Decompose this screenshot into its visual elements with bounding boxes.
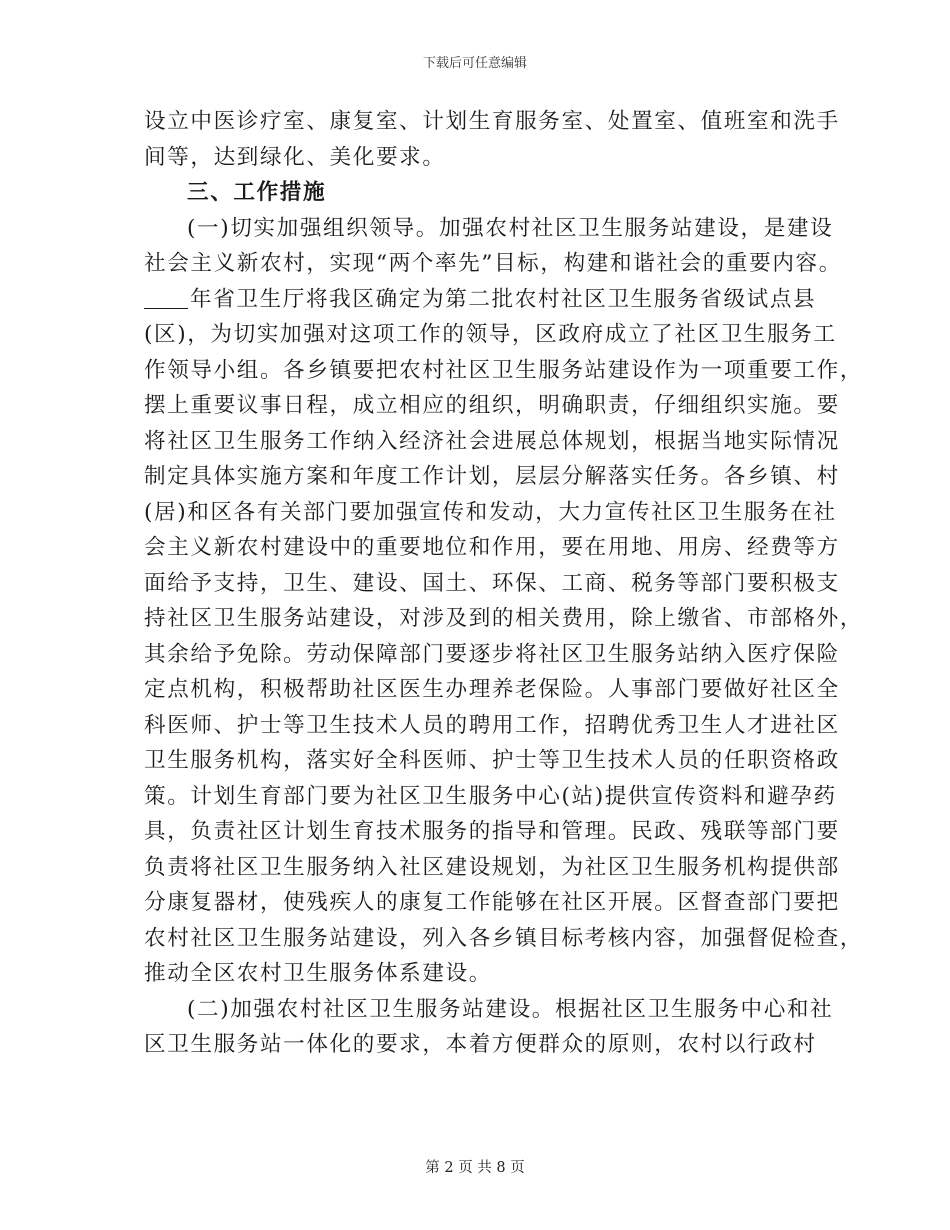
paragraph-line: (居)和区各有关部门要加强宣传和发动，大力宣传社区卫生服务在社 (144, 499, 837, 525)
paragraph-line: 农村社区卫生服务站建设，列入各乡镇目标考核内容，加强督促检查， (144, 925, 864, 951)
section-heading: 三、工作措施 (187, 180, 327, 205)
page-footer: 第 2 页 共 8 页 (425, 1160, 525, 1176)
paragraph-line: 其余给予免除。劳动保障部门要逐步将社区卫生服务站纳入医疗保险 (144, 641, 840, 667)
paragraph-line: 具，负责社区计划生育技术服务的指导和管理。民政、残联等部门要 (144, 819, 840, 844)
paragraph-line: 卫生服务机构，落实好全科医师、护士等卫生技术人员的任职资格政 (144, 748, 840, 773)
paragraph-line: 社会主义新农村，实现“两个率先”目标，构建和谐社会的重要内容。 (144, 251, 842, 276)
paragraph-line: (二)加强农村社区卫生服务站建设。根据社区卫生服务中心和社 (187, 996, 834, 1022)
paragraph-line: 制定具体实施方案和年度工作计划，层层分解落实任务。各乡镇、村 (144, 464, 840, 489)
paragraph-line: 作领导小组。各乡镇要把农村社区卫生服务站建设作为一项重要工作， (144, 357, 864, 383)
paragraph-line: 将社区卫生服务工作纳入经济社会进展总体规划，根据当地实际情况 (144, 428, 840, 454)
paragraph-line: 科医师、护士等卫生技术人员的聘用工作，招聘优秀卫生人才进社区 (144, 712, 840, 738)
paragraph-line: (区)，为切实加强对这项工作的领导，区政府成立了社区卫生服务工 (144, 322, 837, 347)
page-header: 下载后可任意编辑 (422, 56, 527, 71)
fill-in-blank (144, 286, 188, 309)
paragraph-line: 摆上重要议事日程，成立相应的组织，明确职责，仔细组织实施。要 (144, 393, 840, 418)
paragraph-line: 间等，达到绿化、美化要求。 (144, 144, 446, 170)
paragraph-line: 策。计划生育部门要为社区卫生服务中心(站)提供宣传资料和避孕药 (144, 783, 837, 809)
paragraph-line: 持社区卫生服务站建设，对涉及到的相关费用，除上缴省、市部格外， (144, 606, 864, 631)
paragraph-line: (一)切实加强组织领导。加强农村社区卫生服务站建设，是建设 (187, 215, 834, 241)
paragraph-line: 面给予支持，卫生、建设、国土、环保、工商、税务等部门要积极支 (144, 570, 840, 596)
paragraph-line: 设立中医诊疗室、康复室、计划生育服务室、处置室、值班室和洗手 (144, 109, 840, 134)
paragraph-line: 会主义新农村建设中的重要地位和作用，要在用地、用房、经费等方 (144, 535, 840, 560)
paragraph-line-text: 年省卫生厅将我区确定为第二批农村社区卫生服务省级试点县 (190, 286, 817, 312)
paragraph-line (144, 282, 817, 318)
paragraph-line: 定点机构，积极帮助社区医生办理养老保险。人事部门要做好社区全 (144, 677, 840, 702)
paragraph-line: 负责将社区卫生服务纳入社区建设规划，为社区卫生服务机构提供部 (144, 854, 840, 880)
document-body (144, 104, 864, 1063)
paragraph-line: 分康复器材，使残疾人的康复工作能够在社区开展。区督查部门要把 (144, 890, 840, 915)
paragraph-line: 区卫生服务站一体化的要求，本着方便群众的原则，农村以行政村 (144, 1032, 817, 1057)
paragraph-line: 推动全区农村卫生服务体系建设。 (144, 961, 492, 986)
